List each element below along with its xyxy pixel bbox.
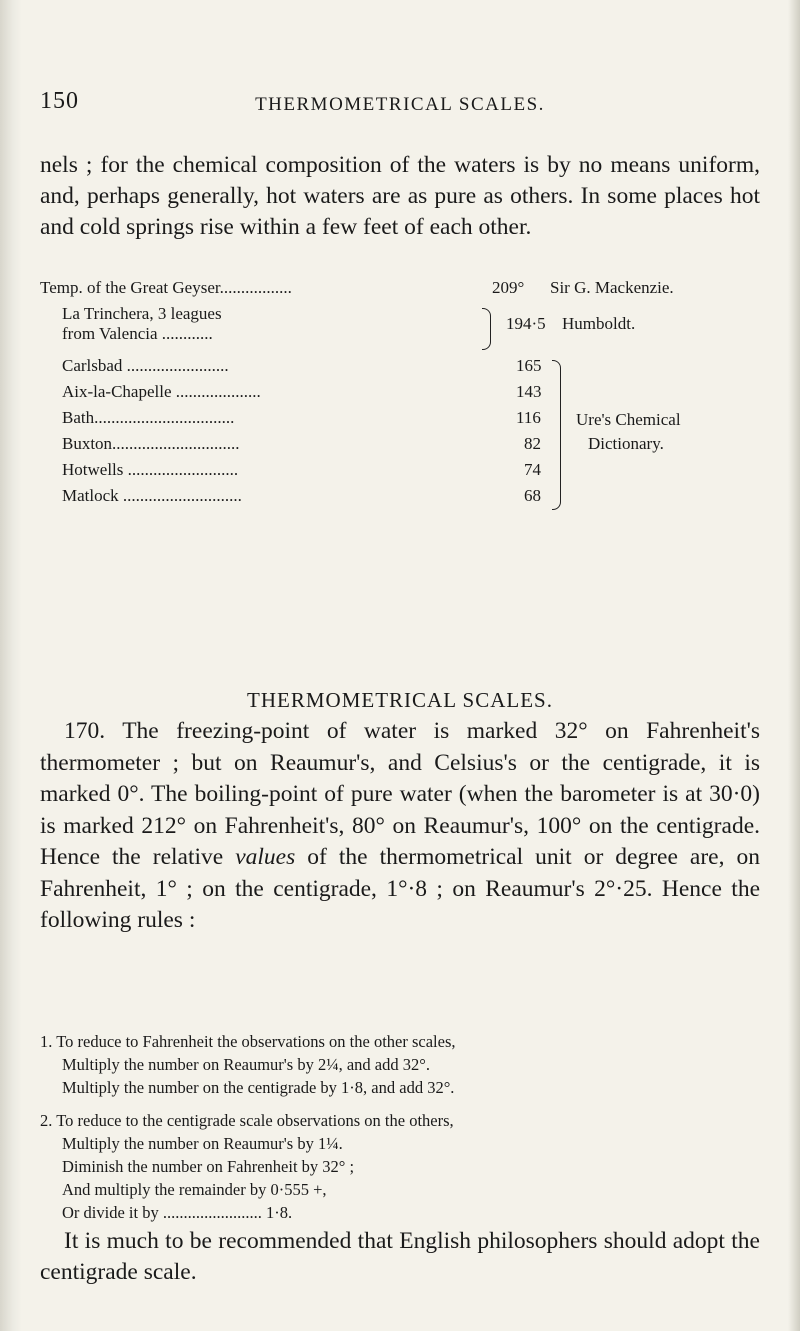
row-label: Carlsbad ........................ (62, 356, 229, 375)
row-label: Aix-la-Chapelle .................... (62, 382, 261, 401)
row-value: 209° (492, 278, 525, 297)
rule-2-line-2: Diminish the number on Fahrenheit by 32° ; (62, 1157, 355, 1176)
row-source: Sir G. Mackenzie. (550, 278, 674, 297)
page-outer-edge (788, 0, 800, 1331)
row-value: 116 (516, 408, 541, 427)
rule-2-title: 2. To reduce to the centigrade scale observations on the others, (40, 1111, 454, 1130)
row-value: 165 (516, 356, 542, 375)
row-label-line2: from Valencia ............ (62, 324, 213, 343)
row-label: Buxton.............................. (62, 434, 240, 453)
group-source-line1: Ure's Chemical (576, 410, 681, 429)
row-label: Bath................................. (62, 408, 235, 427)
brace-bracket (482, 308, 491, 350)
rule-1-line-2: Multiply the number on the centigrade by 1·8, and add 32°. (62, 1078, 455, 1097)
rule-2-line-3: And multiply the remainder by 0·555 +, (62, 1180, 327, 1199)
page-number: 150 (40, 88, 79, 114)
intro-paragraph: nels ; for the chemical composition of the waters is by no means uniform, and, perhaps generally, hot waters are as pure as others. In some places hot and cold springs rise within a few feet of each other. (40, 152, 760, 240)
page-binding-edge (0, 0, 22, 1331)
section-heading: THERMOMETRICAL SCALES. (247, 688, 553, 712)
rule-2-line-1: Multiply the number on Reaumur's by 1¼. (62, 1134, 343, 1153)
paragraph-tail: of the thermometrical unit or degree are, on Fahrenheit, 1° ; on the centigrade, 1°·8 ; on Reaumur's 2°·25. Hence the following rules : (40, 844, 760, 933)
row-source: Humboldt. (562, 314, 636, 333)
group-brace (552, 360, 561, 510)
row-label: Temp. of the Great Geyser................. (40, 278, 292, 297)
paragraph-italic: values (235, 844, 296, 870)
rule-1-line-1: Multiply the number on Reaumur's by 2¼, and add 32°. (62, 1055, 430, 1074)
row-label: Matlock ............................ (62, 486, 242, 505)
row-label: Hotwells .......................... (62, 460, 239, 479)
page-header (40, 86, 760, 126)
rule-2-line-4: Or divide it by ........................ 1·8. (62, 1203, 293, 1222)
row-value: 143 (516, 382, 542, 401)
group-source-line2: Dictionary. (588, 434, 664, 453)
row-label-line1: La Trinchera, 3 leagues (62, 304, 222, 323)
section-paragraph (40, 716, 760, 937)
rule-1-title: 1. To reduce to Fahrenheit the observations on the other scales, (40, 1032, 456, 1051)
row-value: 194·5 (506, 314, 546, 333)
row-value: 68 (524, 486, 541, 505)
paragraph-number: 170. (64, 718, 106, 744)
closing-paragraph: It is much to be recommended that English philosophers should adopt the centigrade scale. (40, 1228, 760, 1285)
row-value: 74 (524, 460, 541, 479)
conversion-rules (40, 1030, 760, 1224)
row-value: 82 (524, 434, 541, 453)
paragraph-text: The freezing-point of water is marked 32° on Fahrenheit's thermometer ; but on Reaumur's, and Celsius's or the centigrade, it is marked 0°. The boiling-point of pure water (when the barometer is at 30·0) is marked 212° on Fahrenheit's, 80° on Reaumur's, 100° on the centigrade. Hence the relative (40, 718, 760, 870)
running-title: THERMOMETRICAL SCALES. (255, 94, 545, 115)
